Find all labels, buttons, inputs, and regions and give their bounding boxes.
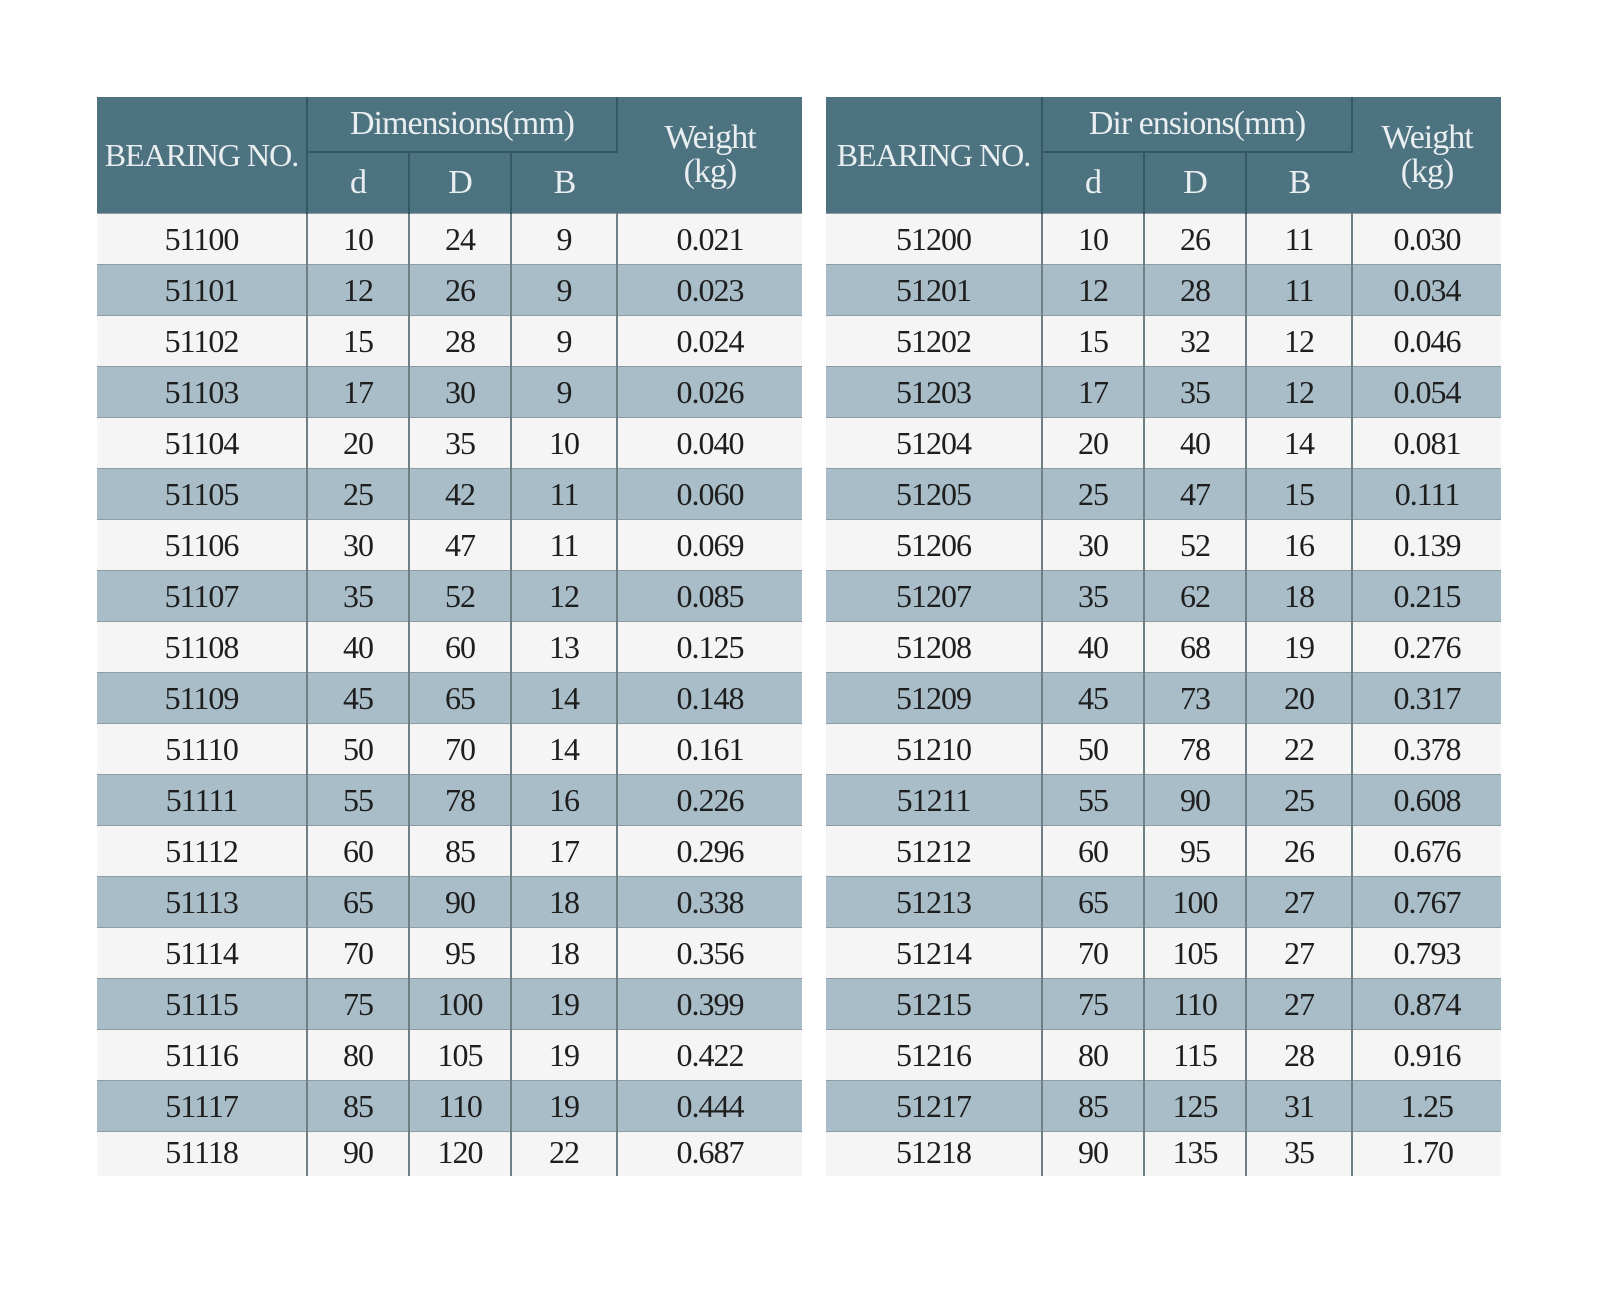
table-row xyxy=(826,418,1501,469)
table-row xyxy=(97,1132,802,1177)
weight-cell: 0.161 xyxy=(617,724,802,775)
bearing-no-cell: 51214 xyxy=(826,928,1042,979)
table-row xyxy=(826,520,1501,571)
weight-cell: 1.70 xyxy=(1352,1132,1501,1177)
weight-cell: 0.356 xyxy=(617,928,802,979)
D-cell: 26 xyxy=(1144,214,1246,265)
D-cell: 24 xyxy=(409,214,511,265)
d-cell: 12 xyxy=(1042,265,1144,316)
col-B-header: B xyxy=(511,152,617,214)
weight-cell: 0.916 xyxy=(1352,1030,1501,1081)
B-cell: 14 xyxy=(511,673,617,724)
d-cell: 25 xyxy=(307,469,409,520)
weight-cell: 0.069 xyxy=(617,520,802,571)
dimensions-header: Dimensions(mm) xyxy=(307,97,617,152)
col-B-header: B xyxy=(1246,152,1352,214)
table-row xyxy=(826,826,1501,877)
weight-cell: 0.378 xyxy=(1352,724,1501,775)
table-row xyxy=(97,622,802,673)
bearing-no-cell: 51113 xyxy=(97,877,307,928)
weight-cell: 0.125 xyxy=(617,622,802,673)
table-row xyxy=(97,418,802,469)
B-cell: 25 xyxy=(1246,775,1352,826)
d-cell: 80 xyxy=(1042,1030,1144,1081)
weight-cell: 0.608 xyxy=(1352,775,1501,826)
B-cell: 19 xyxy=(1246,622,1352,673)
D-cell: 105 xyxy=(409,1030,511,1081)
table-row xyxy=(826,316,1501,367)
table-row xyxy=(826,928,1501,979)
bearing-no-cell: 51202 xyxy=(826,316,1042,367)
d-cell: 60 xyxy=(307,826,409,877)
B-cell: 11 xyxy=(511,520,617,571)
bearing-no-cell: 51213 xyxy=(826,877,1042,928)
table-row xyxy=(826,1132,1501,1177)
d-cell: 75 xyxy=(307,979,409,1030)
table-row xyxy=(826,214,1501,265)
D-cell: 85 xyxy=(409,826,511,877)
weight-cell: 0.023 xyxy=(617,265,802,316)
table-row xyxy=(826,469,1501,520)
B-cell: 27 xyxy=(1246,979,1352,1030)
D-cell: 90 xyxy=(409,877,511,928)
weight-cell: 0.338 xyxy=(617,877,802,928)
D-cell: 42 xyxy=(409,469,511,520)
table-divider xyxy=(802,97,826,1215)
B-cell: 13 xyxy=(511,622,617,673)
d-cell: 15 xyxy=(1042,316,1144,367)
d-cell: 90 xyxy=(307,1132,409,1177)
bearing-table-right xyxy=(826,97,1501,1176)
dimensions-header: Dir ensions(mm) xyxy=(1042,97,1352,152)
D-cell: 62 xyxy=(1144,571,1246,622)
D-cell: 105 xyxy=(1144,928,1246,979)
table-row xyxy=(97,928,802,979)
weight-cell: 0.793 xyxy=(1352,928,1501,979)
bearing-no-cell: 51101 xyxy=(97,265,307,316)
d-cell: 10 xyxy=(1042,214,1144,265)
d-cell: 20 xyxy=(307,418,409,469)
bearing-no-cell: 51116 xyxy=(97,1030,307,1081)
d-cell: 70 xyxy=(307,928,409,979)
D-cell: 110 xyxy=(409,1081,511,1132)
table-row xyxy=(97,469,802,520)
D-cell: 95 xyxy=(409,928,511,979)
B-cell: 19 xyxy=(511,1030,617,1081)
bearing-no-cell: 51200 xyxy=(826,214,1042,265)
weight-cell: 0.054 xyxy=(1352,367,1501,418)
d-cell: 35 xyxy=(1042,571,1144,622)
D-cell: 32 xyxy=(1144,316,1246,367)
table-row xyxy=(826,265,1501,316)
d-cell: 45 xyxy=(1042,673,1144,724)
D-cell: 78 xyxy=(1144,724,1246,775)
weight-cell: 0.030 xyxy=(1352,214,1501,265)
bearing-no-cell: 51110 xyxy=(97,724,307,775)
table-row xyxy=(97,877,802,928)
bearing-no-cell: 51106 xyxy=(97,520,307,571)
weight-cell: 0.046 xyxy=(1352,316,1501,367)
d-cell: 30 xyxy=(307,520,409,571)
weight-cell: 0.276 xyxy=(1352,622,1501,673)
table-row xyxy=(97,520,802,571)
B-cell: 14 xyxy=(511,724,617,775)
table-row xyxy=(826,775,1501,826)
B-cell: 9 xyxy=(511,367,617,418)
table-row xyxy=(97,673,802,724)
table-row xyxy=(826,979,1501,1030)
d-cell: 35 xyxy=(307,571,409,622)
B-cell: 10 xyxy=(511,418,617,469)
d-cell: 50 xyxy=(1042,724,1144,775)
bearing-no-cell: 51107 xyxy=(97,571,307,622)
weight-cell: 0.422 xyxy=(617,1030,802,1081)
weight-header: Weight (kg) xyxy=(1352,97,1501,214)
D-cell: 73 xyxy=(1144,673,1246,724)
D-cell: 65 xyxy=(409,673,511,724)
B-cell: 27 xyxy=(1246,928,1352,979)
B-cell: 9 xyxy=(511,265,617,316)
table-row xyxy=(826,1081,1501,1132)
D-cell: 110 xyxy=(1144,979,1246,1030)
d-cell: 40 xyxy=(307,622,409,673)
D-cell: 30 xyxy=(409,367,511,418)
bearing-no-cell: 51105 xyxy=(97,469,307,520)
weight-cell: 0.060 xyxy=(617,469,802,520)
bearing-no-cell: 51206 xyxy=(826,520,1042,571)
bearing-no-cell: 51115 xyxy=(97,979,307,1030)
B-cell: 12 xyxy=(1246,316,1352,367)
d-cell: 15 xyxy=(307,316,409,367)
weight-cell: 0.034 xyxy=(1352,265,1501,316)
d-cell: 85 xyxy=(307,1081,409,1132)
d-cell: 17 xyxy=(1042,367,1144,418)
B-cell: 27 xyxy=(1246,877,1352,928)
B-cell: 18 xyxy=(511,928,617,979)
col-d-header: d xyxy=(307,152,409,214)
B-cell: 9 xyxy=(511,316,617,367)
weight-cell: 0.139 xyxy=(1352,520,1501,571)
D-cell: 47 xyxy=(409,520,511,571)
weight-cell: 0.296 xyxy=(617,826,802,877)
d-cell: 25 xyxy=(1042,469,1144,520)
d-cell: 17 xyxy=(307,367,409,418)
table-row xyxy=(97,775,802,826)
D-cell: 78 xyxy=(409,775,511,826)
bearing-no-header: BEARING NO. xyxy=(826,97,1042,214)
B-cell: 12 xyxy=(511,571,617,622)
bearing-no-cell: 51203 xyxy=(826,367,1042,418)
bearing-no-cell: 51111 xyxy=(97,775,307,826)
d-cell: 80 xyxy=(307,1030,409,1081)
d-cell: 85 xyxy=(1042,1081,1144,1132)
B-cell: 15 xyxy=(1246,469,1352,520)
d-cell: 40 xyxy=(1042,622,1144,673)
weight-cell: 0.767 xyxy=(1352,877,1501,928)
table-row xyxy=(826,877,1501,928)
table-row xyxy=(826,367,1501,418)
weight-header: Weight (kg) xyxy=(617,97,802,214)
d-cell: 45 xyxy=(307,673,409,724)
B-cell: 31 xyxy=(1246,1081,1352,1132)
B-cell: 19 xyxy=(511,1081,617,1132)
B-cell: 35 xyxy=(1246,1132,1352,1177)
weight-cell: 0.226 xyxy=(617,775,802,826)
B-cell: 16 xyxy=(1246,520,1352,571)
table-row xyxy=(97,826,802,877)
weight-cell: 0.021 xyxy=(617,214,802,265)
B-cell: 28 xyxy=(1246,1030,1352,1081)
B-cell: 22 xyxy=(511,1132,617,1177)
weight-cell: 0.676 xyxy=(1352,826,1501,877)
D-cell: 35 xyxy=(409,418,511,469)
D-cell: 35 xyxy=(1144,367,1246,418)
D-cell: 100 xyxy=(409,979,511,1030)
bearing-no-cell: 51204 xyxy=(826,418,1042,469)
bearing-no-cell: 51118 xyxy=(97,1132,307,1177)
bearing-no-cell: 51117 xyxy=(97,1081,307,1132)
D-cell: 40 xyxy=(1144,418,1246,469)
bearing-no-cell: 51112 xyxy=(97,826,307,877)
d-cell: 70 xyxy=(1042,928,1144,979)
B-cell: 18 xyxy=(1246,571,1352,622)
table-row xyxy=(97,979,802,1030)
B-cell: 20 xyxy=(1246,673,1352,724)
table-row xyxy=(97,724,802,775)
B-cell: 9 xyxy=(511,214,617,265)
bearing-no-cell: 51208 xyxy=(826,622,1042,673)
d-cell: 75 xyxy=(1042,979,1144,1030)
B-cell: 11 xyxy=(511,469,617,520)
B-cell: 14 xyxy=(1246,418,1352,469)
B-cell: 18 xyxy=(511,877,617,928)
D-cell: 120 xyxy=(409,1132,511,1177)
d-cell: 20 xyxy=(1042,418,1144,469)
d-cell: 65 xyxy=(307,877,409,928)
D-cell: 28 xyxy=(409,316,511,367)
table-row xyxy=(97,1081,802,1132)
weight-cell: 0.687 xyxy=(617,1132,802,1177)
weight-cell: 0.024 xyxy=(617,316,802,367)
D-cell: 28 xyxy=(1144,265,1246,316)
d-cell: 90 xyxy=(1042,1132,1144,1177)
bearing-no-cell: 51211 xyxy=(826,775,1042,826)
col-d-header: d xyxy=(1042,152,1144,214)
table-body xyxy=(826,214,1501,1177)
bearing-no-cell: 51108 xyxy=(97,622,307,673)
bearing-no-cell: 51100 xyxy=(97,214,307,265)
weight-cell: 0.026 xyxy=(617,367,802,418)
D-cell: 52 xyxy=(409,571,511,622)
table-row xyxy=(826,622,1501,673)
d-cell: 60 xyxy=(1042,826,1144,877)
bearing-no-cell: 51209 xyxy=(826,673,1042,724)
table-row xyxy=(826,724,1501,775)
table-row xyxy=(97,367,802,418)
bearing-no-cell: 51218 xyxy=(826,1132,1042,1177)
d-cell: 50 xyxy=(307,724,409,775)
weight-cell: 0.148 xyxy=(617,673,802,724)
weight-cell: 1.25 xyxy=(1352,1081,1501,1132)
bearing-table-left xyxy=(97,97,802,1176)
table-row xyxy=(97,571,802,622)
bearing-no-cell: 51212 xyxy=(826,826,1042,877)
weight-cell: 0.444 xyxy=(617,1081,802,1132)
weight-cell: 0.111 xyxy=(1352,469,1501,520)
table-body xyxy=(97,214,802,1177)
bearing-no-cell: 51207 xyxy=(826,571,1042,622)
D-cell: 52 xyxy=(1144,520,1246,571)
weight-cell: 0.081 xyxy=(1352,418,1501,469)
bearing-no-cell: 51103 xyxy=(97,367,307,418)
B-cell: 19 xyxy=(511,979,617,1030)
weight-cell: 0.874 xyxy=(1352,979,1501,1030)
d-cell: 65 xyxy=(1042,877,1144,928)
bearing-no-cell: 51217 xyxy=(826,1081,1042,1132)
bearing-no-cell: 51205 xyxy=(826,469,1042,520)
table-row xyxy=(826,1030,1501,1081)
col-D-header: D xyxy=(1144,152,1246,214)
B-cell: 12 xyxy=(1246,367,1352,418)
B-cell: 11 xyxy=(1246,265,1352,316)
d-cell: 55 xyxy=(1042,775,1144,826)
D-cell: 125 xyxy=(1144,1081,1246,1132)
bearing-no-cell: 51109 xyxy=(97,673,307,724)
bearing-no-cell: 51104 xyxy=(97,418,307,469)
D-cell: 115 xyxy=(1144,1030,1246,1081)
D-cell: 70 xyxy=(409,724,511,775)
D-cell: 95 xyxy=(1144,826,1246,877)
table-row xyxy=(826,571,1501,622)
d-cell: 12 xyxy=(307,265,409,316)
weight-cell: 0.399 xyxy=(617,979,802,1030)
table-row xyxy=(826,673,1501,724)
table-row xyxy=(97,316,802,367)
D-cell: 135 xyxy=(1144,1132,1246,1177)
B-cell: 26 xyxy=(1246,826,1352,877)
d-cell: 30 xyxy=(1042,520,1144,571)
col-D-header: D xyxy=(409,152,511,214)
bearing-no-cell: 51114 xyxy=(97,928,307,979)
bearing-no-cell: 51215 xyxy=(826,979,1042,1030)
weight-cell: 0.317 xyxy=(1352,673,1501,724)
bearing-no-header: BEARING NO. xyxy=(97,97,307,214)
d-cell: 10 xyxy=(307,214,409,265)
D-cell: 90 xyxy=(1144,775,1246,826)
weight-cell: 0.215 xyxy=(1352,571,1501,622)
table-row xyxy=(97,214,802,265)
B-cell: 11 xyxy=(1246,214,1352,265)
bearing-no-cell: 51210 xyxy=(826,724,1042,775)
bearing-no-cell: 51102 xyxy=(97,316,307,367)
D-cell: 100 xyxy=(1144,877,1246,928)
d-cell: 55 xyxy=(307,775,409,826)
D-cell: 68 xyxy=(1144,622,1246,673)
table-row xyxy=(97,265,802,316)
D-cell: 26 xyxy=(409,265,511,316)
weight-cell: 0.040 xyxy=(617,418,802,469)
bearing-no-cell: 51201 xyxy=(826,265,1042,316)
table-row xyxy=(97,1030,802,1081)
B-cell: 16 xyxy=(511,775,617,826)
D-cell: 60 xyxy=(409,622,511,673)
bearing-no-cell: 51216 xyxy=(826,1030,1042,1081)
B-cell: 17 xyxy=(511,826,617,877)
D-cell: 47 xyxy=(1144,469,1246,520)
B-cell: 22 xyxy=(1246,724,1352,775)
weight-cell: 0.085 xyxy=(617,571,802,622)
